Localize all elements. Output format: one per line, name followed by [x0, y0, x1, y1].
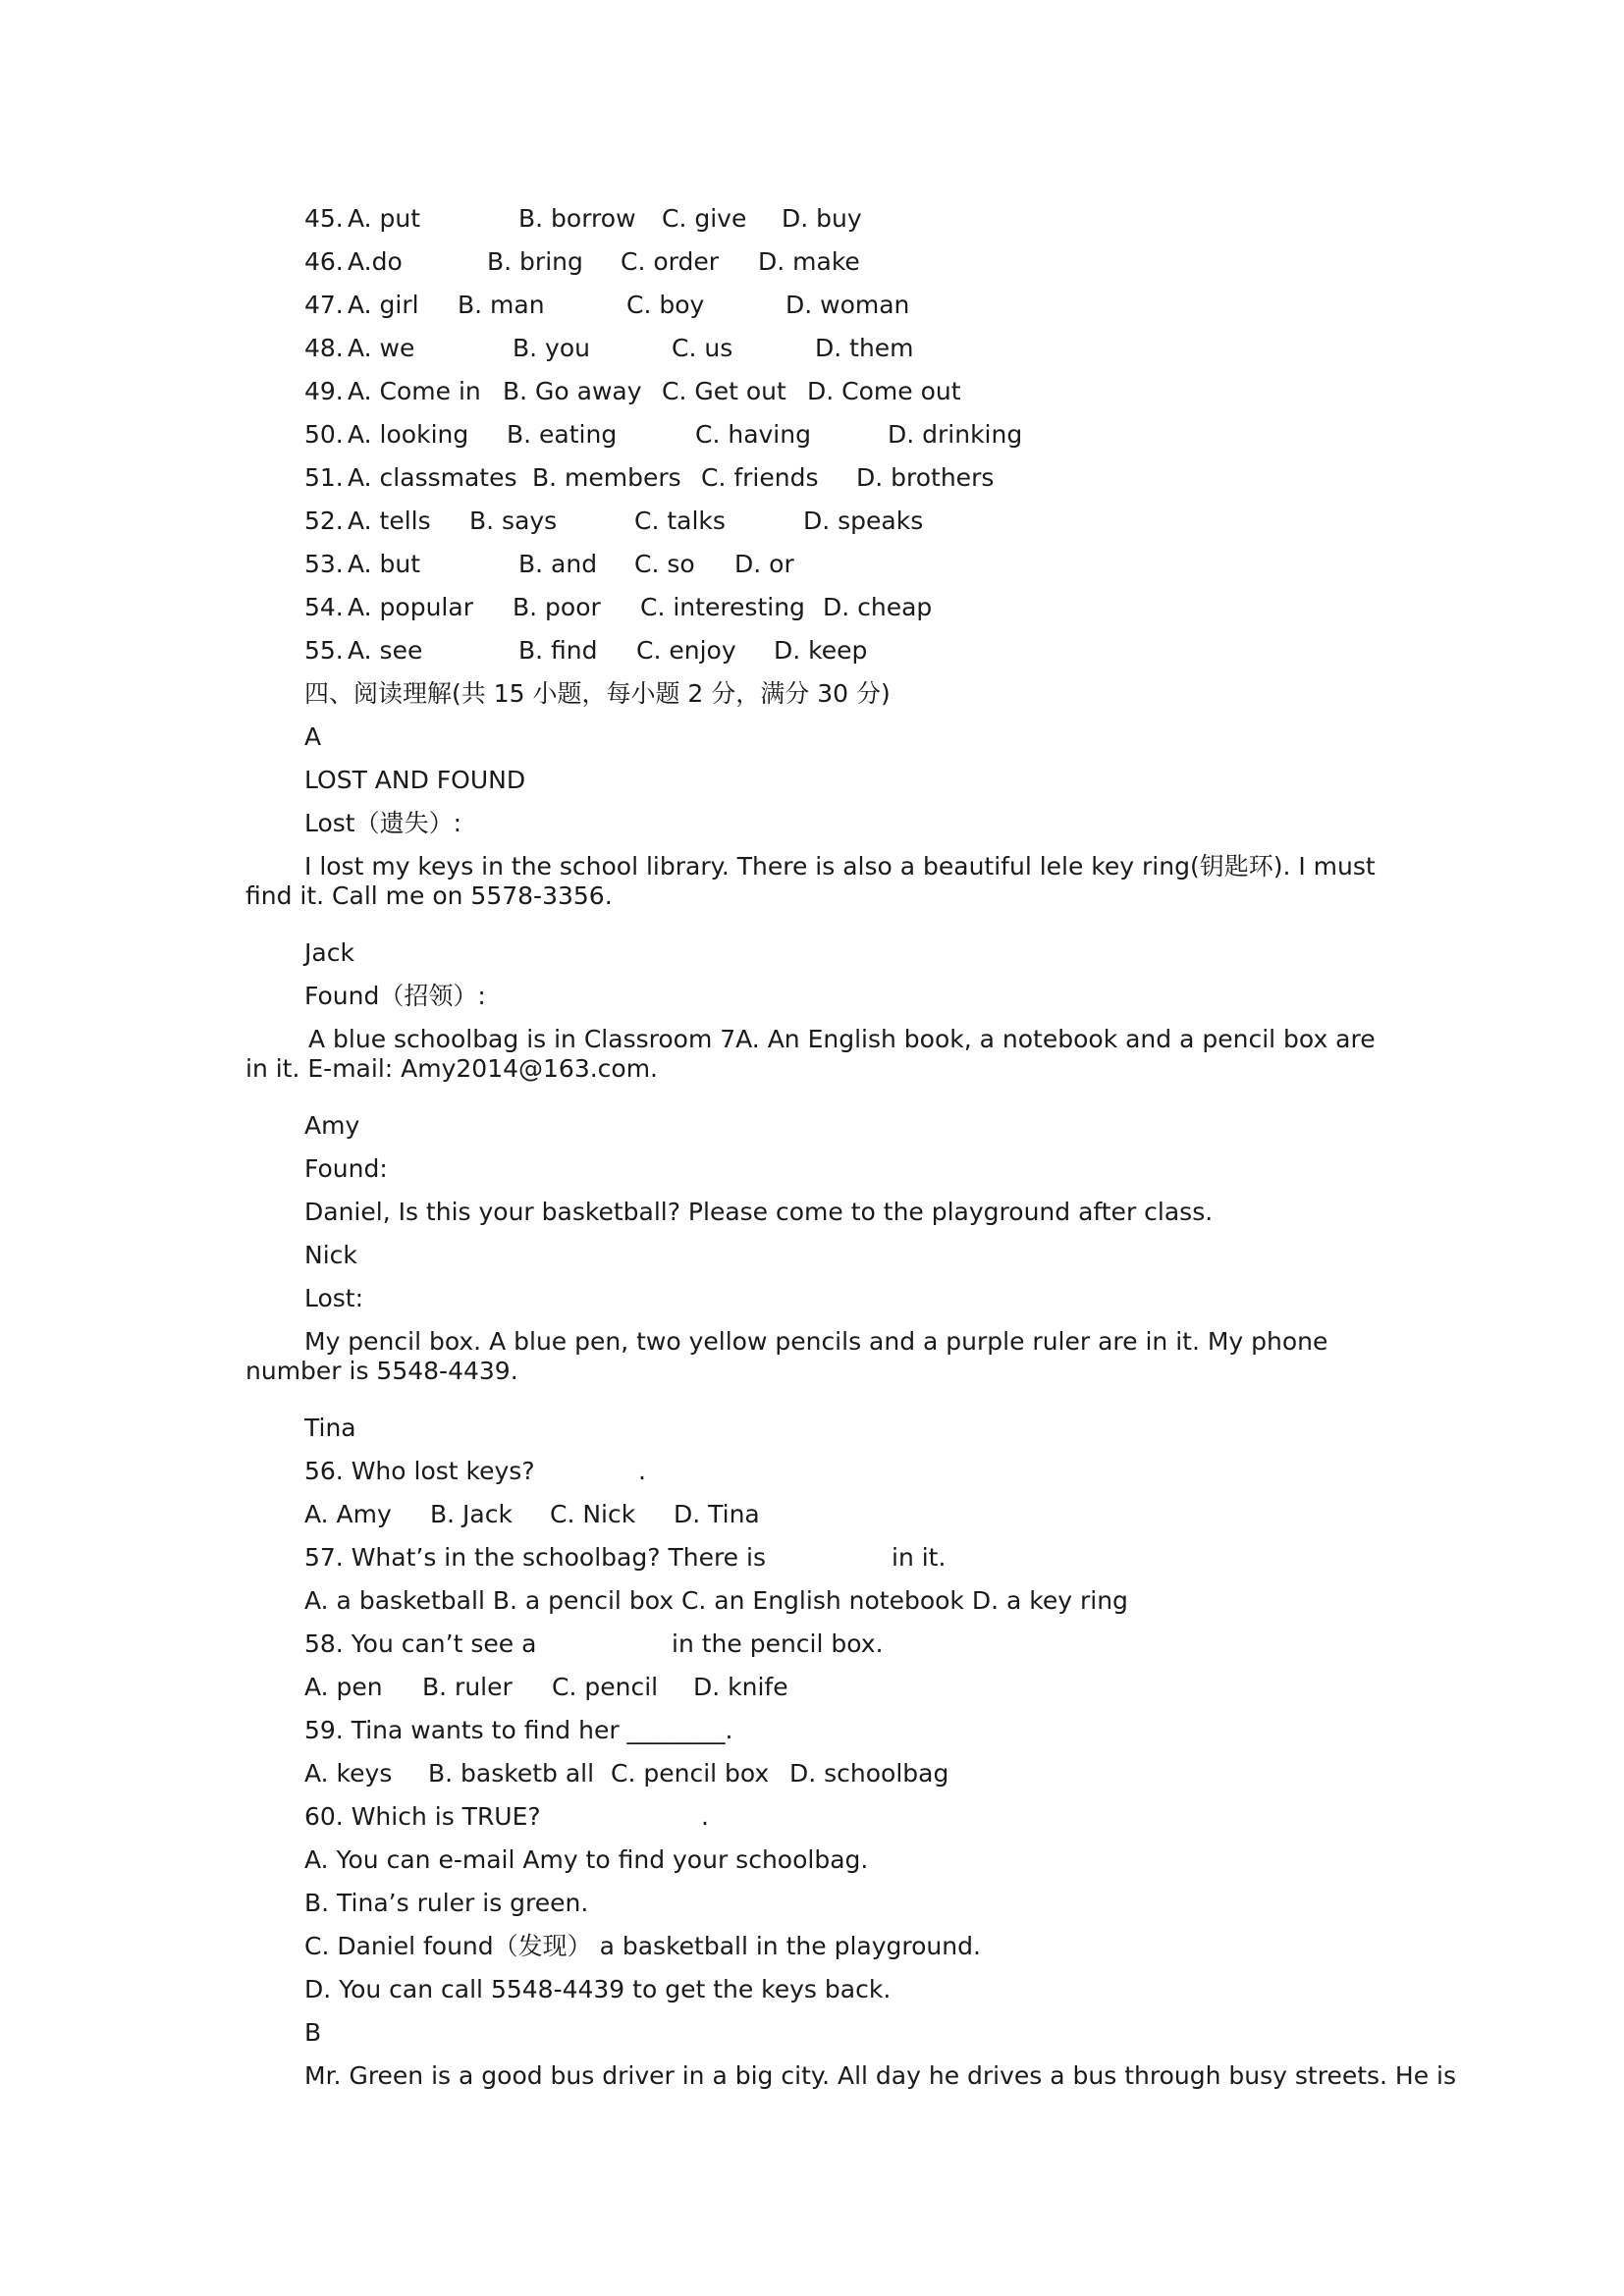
notice-text: My pencil box. A blue pen, two yellow pencils and a purple ruler are in it. My phone number is 5548-4439. — [245, 1327, 1328, 1385]
option-c: C. us — [672, 334, 733, 362]
question-58: 58. You can’t see a — [304, 1629, 537, 1658]
option-a: A. girl — [348, 291, 419, 319]
option-b: B. you — [513, 334, 590, 362]
option-d: D. knife — [693, 1673, 788, 1701]
notice-signature: Amy — [304, 1111, 360, 1140]
option-a: A. tells — [348, 507, 431, 535]
option-d: D. Come out — [807, 377, 961, 405]
option-b: B. Go away — [503, 377, 642, 405]
option-a: A. we — [348, 334, 415, 362]
option-c: C. talks — [634, 507, 726, 535]
question-56: 56. Who lost keys? — [304, 1457, 535, 1485]
option-c: C. having — [695, 420, 811, 449]
option-row-number: 51. — [304, 463, 344, 492]
option-b: B. members — [532, 463, 681, 492]
option-b: B. poor — [513, 593, 601, 621]
option-row-number: 48. — [304, 334, 344, 362]
notice-signature: Tina — [304, 1414, 356, 1442]
option-b: B. bring — [487, 247, 583, 276]
notice-text: I lost my keys in the school library. There is also a beautiful lele key ring(钥匙环). I must find it. Call me on 5578-3356. — [245, 852, 1376, 910]
option-c: C. Nick — [550, 1500, 636, 1528]
question-57-options: A. a basketball B. a pencil box C. an English notebook D. a key ring — [304, 1586, 1128, 1615]
option-row-number: 49. — [304, 377, 344, 405]
option-c: C. Daniel found（发现） a basketball in the playground. — [304, 1932, 981, 1960]
option-row-number: 46. — [304, 247, 344, 276]
option-a: A. put — [348, 204, 421, 233]
found-label: Found: — [304, 1154, 388, 1183]
option-a: A. looking — [348, 420, 469, 449]
option-c: C. pencil box — [611, 1759, 770, 1788]
notice-signature: Nick — [304, 1241, 357, 1269]
option-a: A. Come in — [348, 377, 481, 405]
option-b: B. find — [518, 636, 598, 665]
option-d: D. You can call 5548-4439 to get the keys back. — [304, 1975, 892, 2003]
option-b: B. Jack — [430, 1500, 513, 1528]
question-60: 60. Which is TRUE? — [304, 1802, 541, 1831]
option-a: A. You can e-mail Amy to find your schoolbag. — [304, 1845, 869, 1874]
option-a: A. Amy — [304, 1500, 392, 1528]
passage-text: Mr. Green is a good bus driver in a big city. All day he drives a bus through busy streets. He is — [304, 2061, 1457, 2090]
option-b: B. basketb all — [428, 1759, 595, 1788]
question-60-blank-end: . — [701, 1802, 709, 1831]
option-b: B. and — [518, 550, 598, 578]
option-row-number: 52. — [304, 507, 344, 535]
option-row-number: 47. — [304, 291, 344, 319]
option-row-number: 54. — [304, 593, 344, 621]
option-d: D. buy — [782, 204, 862, 233]
option-row-number: 45. — [304, 204, 344, 233]
option-c: C. interesting — [640, 593, 805, 621]
option-b: B. says — [469, 507, 558, 535]
option-row-number: 50. — [304, 420, 344, 449]
option-b: B. Tina’s ruler is green. — [304, 1889, 589, 1917]
option-c: C. enjoy — [636, 636, 736, 665]
option-a: A. but — [348, 550, 421, 578]
question-59: 59. Tina wants to find her ________. — [304, 1716, 733, 1744]
option-b: B. eating — [507, 420, 618, 449]
notice-title: LOST AND FOUND — [304, 766, 526, 794]
notice-text: Daniel, Is this your basketball? Please come to the playground after class. — [304, 1198, 1214, 1226]
passage-label: B — [304, 2018, 322, 2047]
option-d: D. woman — [785, 291, 910, 319]
option-c: C. order — [621, 247, 720, 276]
option-a: A. see — [348, 636, 423, 665]
option-d: D. Tina — [674, 1500, 760, 1528]
notice-signature: Jack — [304, 938, 354, 967]
option-a: A. classmates — [348, 463, 517, 492]
lost-label: Lost（遗失）: — [304, 809, 462, 837]
option-c: C. boy — [626, 291, 705, 319]
option-c: C. Get out — [662, 377, 786, 405]
option-d: D. cheap — [823, 593, 933, 621]
option-b: B. ruler — [422, 1673, 513, 1701]
passage-label: A — [304, 722, 322, 751]
lost-label: Lost: — [304, 1284, 364, 1312]
option-c: C. give — [662, 204, 747, 233]
option-c: C. so — [634, 550, 695, 578]
option-b: B. borrow — [518, 204, 636, 233]
option-a: A. popular — [348, 593, 473, 621]
option-row-number: 55. — [304, 636, 344, 665]
question-58-tail: in the pencil box. — [672, 1629, 884, 1658]
option-d: D. make — [758, 247, 860, 276]
option-d: D. speaks — [803, 507, 924, 535]
question-57: 57. What’s in the schoolbag? There is — [304, 1543, 766, 1572]
option-a: A. pen — [304, 1673, 383, 1701]
found-label: Found（招领）: — [304, 982, 486, 1010]
question-57-tail: in it. — [892, 1543, 947, 1572]
option-d: D. or — [734, 550, 794, 578]
option-row-number: 53. — [304, 550, 344, 578]
option-d: D. schoolbag — [789, 1759, 949, 1788]
option-c: C. friends — [701, 463, 819, 492]
option-c: C. pencil — [552, 1673, 659, 1701]
option-b: B. man — [458, 291, 545, 319]
option-d: D. them — [815, 334, 914, 362]
question-56-blank-end: . — [638, 1457, 646, 1485]
option-d: D. brothers — [856, 463, 995, 492]
notice-text: A blue schoolbag is in Classroom 7A. An English book, a notebook and a pencil box are in it. E-mail: Amy2014@163.com. — [245, 1025, 1376, 1083]
option-d: D. keep — [774, 636, 868, 665]
option-d: D. drinking — [888, 420, 1023, 449]
option-a: A.do — [348, 247, 403, 276]
option-a: A. keys — [304, 1759, 393, 1788]
section-heading: 四、阅读理解(共 15 小题，每小题 2 分，满分 30 分) — [304, 679, 891, 708]
